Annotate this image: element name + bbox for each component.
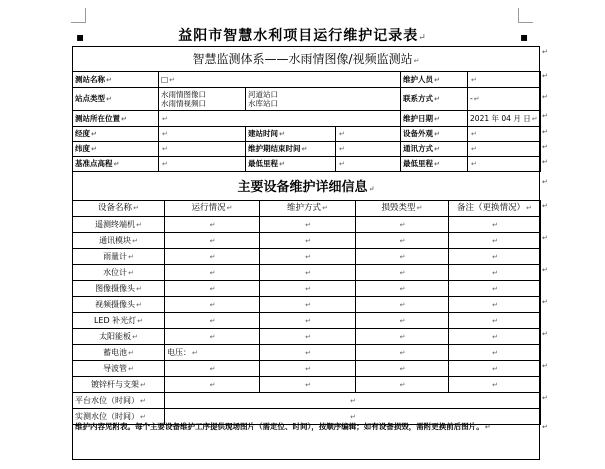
comm-mode-label: 通讯方式↵ (401, 142, 468, 157)
method-cell[interactable]: ↵ (260, 233, 356, 249)
method-cell[interactable]: ↵ (260, 281, 356, 297)
damage-cell[interactable]: ↵ (356, 217, 449, 233)
damage-cell[interactable]: ↵ (356, 345, 449, 361)
device-name: 蓄电池↵ (73, 345, 165, 361)
table-row (73, 329, 541, 345)
max-elev-field[interactable]: ↵ (468, 157, 541, 172)
status-cell[interactable]: ↵ (165, 233, 260, 249)
margin-para-mark: ↵ (542, 234, 548, 242)
remark-cell[interactable]: ↵ (449, 281, 541, 297)
damage-cell[interactable]: ↵ (356, 313, 449, 329)
station-name-label: 测站名称↵ (73, 72, 159, 88)
lowest-elev-label: 最低里程↵ (246, 157, 336, 172)
damage-cell[interactable]: ↵ (356, 233, 449, 249)
table-row (73, 233, 541, 249)
remark-cell[interactable]: ↵ (449, 377, 541, 393)
table-row (73, 297, 541, 313)
method-cell[interactable]: ↵ (260, 329, 356, 345)
margin-para-mark: ↵ (542, 394, 548, 402)
location-label: 测站所在位置↵ (73, 111, 159, 127)
warranty-end-field[interactable]: ↵ (336, 142, 401, 157)
damage-cell[interactable]: ↵ (356, 249, 449, 265)
margin-para-mark: ↵ (542, 298, 548, 306)
margin-para-mark: ↵ (542, 48, 548, 56)
location-field[interactable]: ↵ (159, 111, 401, 127)
bullet-right: ▪ (520, 30, 529, 44)
station-type-options-a[interactable] (159, 88, 246, 111)
latitude-label: 纬度↵ (73, 142, 159, 157)
damage-cell[interactable]: ↵ (356, 265, 449, 281)
platform-level-row (73, 393, 541, 409)
margin-para-mark: ↵ (542, 143, 548, 151)
method-cell[interactable]: ↵ (260, 265, 356, 281)
device-name: 通讯模块↵ (73, 233, 165, 249)
margin-para-mark: ↵ (542, 128, 548, 136)
method-cell[interactable]: ↵ (260, 297, 356, 313)
form-subtitle: 智慧监测体系——水雨情图像/视频监测站 (192, 52, 413, 66)
type-option-river[interactable]: 河道站口 (248, 90, 278, 99)
status-cell[interactable]: ↵ (165, 217, 260, 233)
max-elev-label: 最低里程↵ (401, 157, 468, 172)
method-cell[interactable]: ↵ (260, 249, 356, 265)
device-name: 视频摄像头↵ (73, 297, 165, 313)
remark-cell[interactable]: ↵ (449, 233, 541, 249)
latitude-field[interactable]: ↵ (159, 142, 246, 157)
bullet-left: ▪ (76, 30, 85, 44)
col-header-device: 设备名称↵ (73, 201, 165, 217)
status-cell[interactable]: 电压：↵ (165, 345, 260, 361)
comm-mode-field[interactable]: ↵ (468, 142, 541, 157)
damage-cell[interactable]: ↵ (356, 297, 449, 313)
page-corner-mark-right (518, 8, 533, 23)
build-time-label: 建站时间↵ (246, 127, 336, 142)
damage-cell[interactable]: ↵ (356, 361, 449, 377)
table-header-row (73, 201, 541, 217)
appearance-label: 设备外观↵ (401, 127, 468, 142)
platform-level-field[interactable]: ↵ (165, 393, 541, 409)
status-cell[interactable]: ↵ (165, 329, 260, 345)
table-row (73, 313, 541, 329)
table-row (73, 265, 541, 281)
status-cell[interactable]: ↵ (165, 249, 260, 265)
platform-level-label: 平台水位（时间）↵ (73, 393, 165, 409)
document-title: 益阳市智慧水利项目运行维护记录表↵ (178, 28, 427, 44)
device-name: 雨量计↵ (73, 249, 165, 265)
damage-cell[interactable]: ↵ (356, 329, 449, 345)
damage-cell[interactable]: ↵ (356, 281, 449, 297)
status-cell[interactable]: ↵ (165, 297, 260, 313)
base-elev-field[interactable]: ↵ (159, 157, 246, 172)
lowest-elev-field[interactable]: ↵ (336, 157, 401, 172)
status-cell[interactable]: ↵ (165, 377, 260, 393)
measured-level-label: 实测水位（时间）↵ (73, 409, 165, 425)
col-header-method: 维护方式↵ (260, 201, 356, 217)
status-cell[interactable]: ↵ (165, 265, 260, 281)
remark-cell[interactable]: ↵ (449, 345, 541, 361)
table-row (73, 217, 541, 233)
appearance-field[interactable]: ↵ (468, 127, 541, 142)
maintainer-field[interactable]: ↵ (468, 72, 541, 88)
remark-cell[interactable]: ↵ (449, 361, 541, 377)
maintainer-label: 维护人员↵ (401, 72, 468, 88)
type-option-image[interactable]: 水雨情图像口 (161, 90, 206, 99)
margin-para-mark: ↵ (542, 423, 548, 431)
equipment-table (72, 200, 541, 425)
col-header-remark: 备注（更换情况）↵ (449, 201, 541, 217)
method-cell[interactable]: ↵ (260, 217, 356, 233)
contact-field[interactable]: -↵ (468, 88, 541, 111)
method-cell[interactable]: ↵ (260, 377, 356, 393)
remark-cell[interactable]: ↵ (449, 329, 541, 345)
device-name: 遥测终端机↵ (73, 217, 165, 233)
longitude-field[interactable]: ↵ (159, 127, 246, 142)
damage-cell[interactable]: ↵ (356, 377, 449, 393)
remark-cell[interactable]: ↵ (449, 217, 541, 233)
margin-para-mark: ↵ (542, 72, 548, 80)
col-header-status: 运行情况↵ (165, 201, 260, 217)
margin-para-mark: ↵ (542, 266, 548, 274)
detail-heading-band: 主要设备维护详细信息↵ (72, 175, 540, 201)
station-type-label: 站点类型↵ (73, 88, 159, 111)
remark-cell[interactable]: ↵ (449, 249, 541, 265)
remark-cell[interactable]: ↵ (449, 297, 541, 313)
margin-para-mark: ↵ (542, 93, 548, 101)
maint-date-field[interactable]: 2021 年 04 月 日↵ (468, 111, 541, 127)
measured-level-field[interactable]: ↵ (165, 409, 541, 425)
table-row (73, 377, 541, 393)
margin-para-mark: ↵ (542, 202, 548, 210)
table-row (73, 281, 541, 297)
status-cell[interactable]: ↵ (165, 313, 260, 329)
remark-cell[interactable]: ↵ (449, 265, 541, 281)
margin-para-mark: ↵ (542, 112, 548, 120)
margin-para-mark: ↵ (542, 362, 548, 370)
device-name: 太阳能板↵ (73, 329, 165, 345)
maint-date-label: 维护日期↵ (401, 111, 468, 127)
margin-para-mark: ↵ (542, 330, 548, 338)
page-corner-mark-left (71, 8, 86, 23)
type-option-video[interactable]: 水雨情视频口 (161, 99, 206, 108)
station-name-field[interactable]: □↵ (159, 72, 401, 88)
longitude-label: 经度↵ (73, 127, 159, 142)
table-row (73, 345, 541, 361)
warranty-end-label: 维护期结束时间↵ (246, 142, 336, 157)
station-type-options-b[interactable] (246, 88, 401, 111)
status-cell[interactable]: ↵ (165, 361, 260, 377)
device-name: 水位计↵ (73, 265, 165, 281)
contact-label: 联系方式↵ (401, 88, 468, 111)
detail-heading: 主要设备维护详细信息 (237, 180, 368, 195)
method-cell[interactable]: ↵ (260, 345, 356, 361)
remark-cell[interactable]: ↵ (449, 313, 541, 329)
margin-para-mark: ↵ (542, 178, 548, 186)
margin-para-mark: ↵ (542, 158, 548, 166)
station-info-table (72, 71, 541, 172)
type-option-reservoir[interactable]: 水库站口 (248, 99, 278, 108)
col-header-damage: 损毁类型↵ (356, 201, 449, 217)
method-cell[interactable]: ↵ (260, 361, 356, 377)
device-name: 导波管↵ (73, 361, 165, 377)
device-name: 图像摄像头↵ (73, 281, 165, 297)
device-name: LED 补光灯↵ (73, 313, 165, 329)
table-row (73, 249, 541, 265)
status-cell[interactable]: ↵ (165, 281, 260, 297)
method-cell[interactable]: ↵ (260, 313, 356, 329)
device-name: 镀锌杆与支架↵ (73, 377, 165, 393)
battery-voltage-label: 电压： (167, 347, 191, 357)
subtitle-band: 智慧监测体系——水雨情图像/视频监测站↵ (72, 46, 540, 72)
build-time-field[interactable]: ↵ (336, 127, 401, 142)
base-elev-label: 基准点高程↵ (73, 157, 159, 172)
footer-note: 维护内容见附表。每个主要设备维护工序提供现场图片（需定位、时间），按顺序编辑；如有设备损毁，需附更换前后图片。↵ (75, 422, 491, 431)
table-row (73, 361, 541, 377)
